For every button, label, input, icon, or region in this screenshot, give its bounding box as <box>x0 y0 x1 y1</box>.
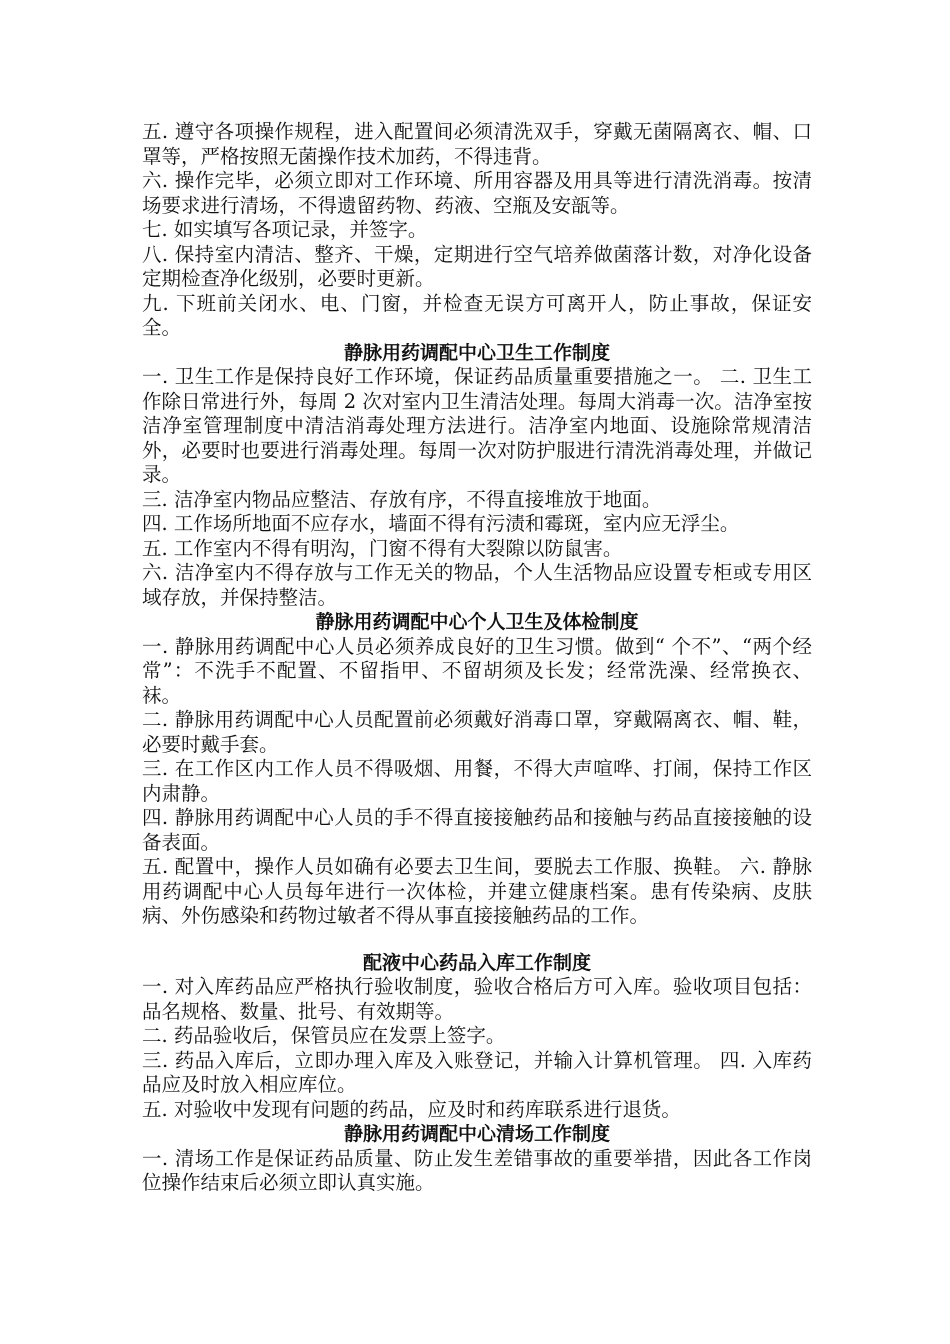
paragraph: 五. 遵守各项操作规程，进入配置间必须清洗双手，穿戴无菌隔离衣、帽、口罩等，严格按照无菌操作技术加药，不得违背。 <box>142 120 812 168</box>
section-title: 静脉用药调配中心个人卫生及体检制度 <box>315 611 639 633</box>
section-drug-warehousing <box>142 951 812 1123</box>
paragraph: 九. 下班前关闭水、电、门窗，并检查无误方可离开人，防止事故，保证安全。 <box>142 291 812 339</box>
section-hygiene-work <box>142 341 812 611</box>
section-title: 静脉用药调配中心卫生工作制度 <box>343 341 610 364</box>
paragraph: 四. 静脉用药调配中心人员的手不得直接接触药品和接触与药品直接接触的设备表面。 <box>142 806 812 854</box>
paragraph: 七. 如实填写各项记录，并签字。 <box>142 218 428 241</box>
paragraph: 二. 静脉用药调配中心人员配置前必须戴好消毒口罩，穿戴隔离衣、帽、鞋，必要时戴手套。 <box>142 708 812 756</box>
paragraph: 三. 洁净室内物品应整洁、存放有序，不得直接堆放于地面。 <box>142 487 662 511</box>
paragraph: 六. 操作完毕，必须立即对工作环境、所用容器及用具等进行清洗消毒。按清场要求进行清场，不得遗留药物、药液、空瓶及安瓿等。 <box>142 169 812 217</box>
paragraph: 五. 对验收中发现有问题的药品，应及时和药库联系进行退货。 <box>142 1097 681 1121</box>
paragraph: 二. 药品验收后，保管员应在发票上签字。 <box>142 1024 506 1047</box>
paragraph: 三. 药品入库后，立即办理入库及入账登记，并输入计算机管理。 四. 入库药品应及时放入相应库位。 <box>142 1048 812 1096</box>
paragraph: 六. 洁净室内不得存放与工作无关的物品，个人生活物品应设置专柜或专用区域存放，并保持整洁。 <box>142 561 812 609</box>
paragraph: 五. 配置中，操作人员如确有必要去卫生间，要脱去工作服、换鞋。 六. 静脉用药调配中心人员每年进行一次体检，并建立健康档案。患有传染病、皮肤病、外伤感染和药物过敏者不得从事直接接触药品的工作。 <box>142 855 812 927</box>
section-personal-hygiene <box>142 610 812 929</box>
paragraph: 三. 在工作区内工作人员不得吸烟、用餐，不得大声喧哗、打闹，保持工作区内肃静。 <box>142 757 812 805</box>
paragraph: 五. 工作室内不得有明沟，门窗不得有大裂隙以防鼠害。 <box>142 536 623 560</box>
section-title: 静脉用药调配中心清场工作制度 <box>343 1123 610 1145</box>
section-operation-rules <box>142 120 812 341</box>
section-clearance <box>142 1122 812 1196</box>
spacer <box>142 929 812 951</box>
paragraph: 一. 清场工作是保证药品质量、防止发生差错事故的重要举措，因此各工作岗位操作结束后必须立即认真实施。 <box>142 1146 812 1194</box>
paragraph: 八. 保持室内清洁、整齐、干燥，定期进行空气培养做菌落计数，对净化设备定期检查净化级别，必要时更新。 <box>142 242 812 290</box>
paragraph: 四. 工作场所地面不应存水，墙面不得有污渍和霉斑，室内应无浮尘。 <box>142 512 740 535</box>
paragraph: 一. 卫生工作是保持良好工作环境，保证药品质量重要措施之一。 二. 卫生工作除日常进行外，每周 2 次对室内卫生清洁处理。每周大消毒一次。洁净室按洁净室管理制度中清洁消毒处理方法进行。洁净室内地面、设施除常规清洁外，必要时也要进行消毒处理。每周一次对防护服进行清洗消毒处理，并做记录。 <box>142 365 812 486</box>
paragraph: 一. 静脉用药调配中心人员必须养成良好的卫生习惯。做到“ 个不”、“两个经常”：不洗手不配置、不留指甲、不留胡须及长发；经常洗澡、经常换衣、袜。 <box>142 634 812 707</box>
section-title: 配液中心药品入库工作制度 <box>362 951 591 974</box>
paragraph: 一. 对入库药品应严格执行验收制度，验收合格后方可入库。验收项目包括：品名规格、数量、批号、有效期等。 <box>142 975 812 1023</box>
document-page <box>142 120 812 1196</box>
